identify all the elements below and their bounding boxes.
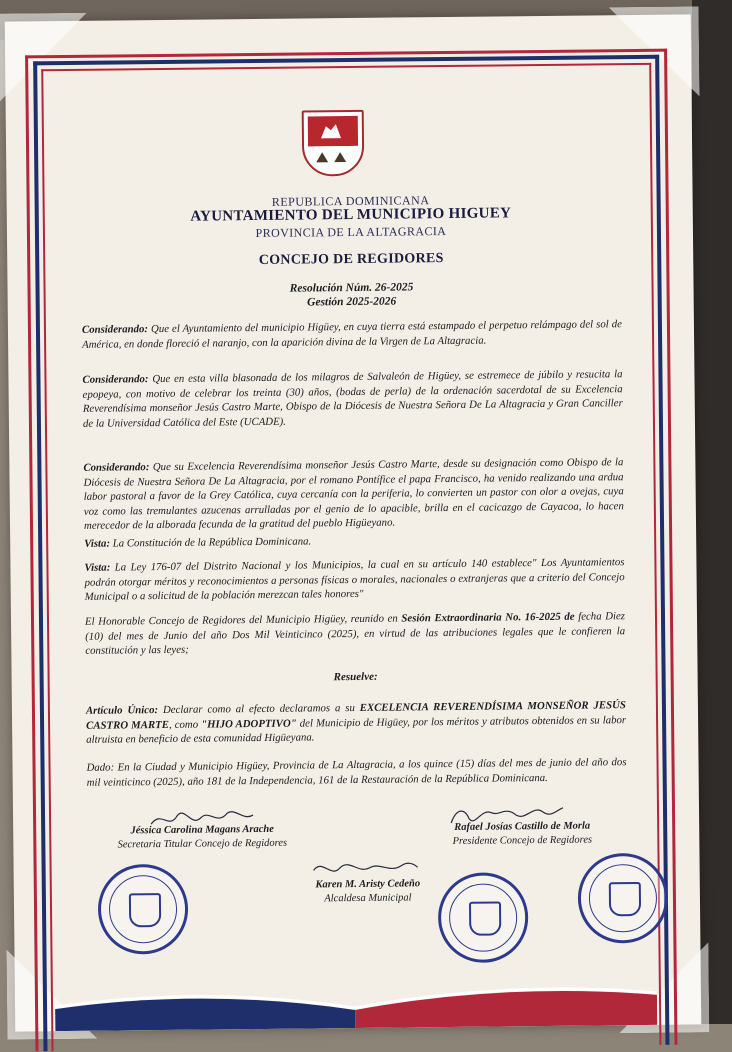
province-heading: PROVINCIA DE LA ALTAGRACIA <box>255 224 447 241</box>
signature-mayor: Karen M. Aristy Cedeño Alcaldesa Municipal <box>315 878 421 905</box>
articulo-unico: Artículo Único: Declarar como al efecto declaramos a su EXCELENCIA REVERENDÍSIMA MONSEÑOR JESÚS CASTRO MARTE, como "HIJO ADOPTIVO" del Municipio de Higüey, por los méritos y atributos obtenidos en su labor altruista en beneficio de esta comunidad Higüeyana. <box>85 699 627 746</box>
considerando-1: Considerando: Que el Ayuntamiento del municipio Higüey, en cuya tierra está estampado el perpetuo relámpago del sol de América, en donde floreció el naranjo, con la aparición divina de la Virgen de La Altagracia. <box>81 318 622 351</box>
signature-secretary: Jéssica Carolina Magans Arache Secretaria Titular Concejo de Regidores <box>117 823 288 851</box>
vista-2: Vista: La Ley 176-07 del Distrito Nacional y los Municipios, la cual en su artículo 140 establece" Los Ayuntamientos podrán otorgar méritos y reconocimientos a personas físicas o morales, nacionales o extranjeras que a criterio del Concejo Municipal o a solicitud de la población merezcan tales honores" <box>84 556 625 604</box>
council-seal-icon <box>98 864 189 955</box>
resuelve-heading: Resuelve: <box>333 670 378 684</box>
signature-president: Rafael Josías Castillo de Morla Presidente Concejo de Regidores <box>452 820 593 847</box>
session-paragraph: El Honorable Concejo de Regidores del Municipio Higüey, reunido en Sesión Extraordinaria No. 16-2025 de fecha Diez (10) del mes de Junio del año Dos Mil Veinticinco (2025), en virtud de las atribuciones legales que le confieren la constitución y las leyes; <box>84 610 626 657</box>
municipal-crest-icon <box>302 110 365 177</box>
mayoralty-seal-icon <box>438 872 529 963</box>
council-heading: CONCEJO DE REGIDORES <box>258 251 444 268</box>
considerando-3: Considerando: Que su Excelencia Reverendísima monseñor Jesús Castro Marte, desde su designación como Obispo de la Diócesis de Nuestra Señora De La Altagracia, por el romano Pontífice el papa Francisco, ha venido realizando una ardua labor pastoral a favor de la Grey Católica, cuya cercanía con la periferia, lo convierten un pastor con olor a ovejas, cuya voz como las tremulantes azucenas arrulladas por el genio de lo apacible, brilla en el cacicazgo de Cayacoa, lo hacen merecedor de la alborada fecunda de la gratitud del pueblo Higüeyano. <box>83 456 624 533</box>
certificate-sheet <box>5 14 702 1031</box>
considerando-2: Considerando: Que en esta villa blasonada de los milagros de Salvaleón de Higüey, se estremece de júbilo y resucita la epopeya, con motivo de celebrar los treinta (30) años, (bodas de perla) de la ordenación sacerdotal de su Excelencia Reverendísima monseñor Jesús Castro Marte, Obispo de la Diócesis de Nuestra Señora De La Altagracia y Gran Canciller de la Universidad Católica del Este (UCADE). <box>82 368 623 430</box>
ayuntamiento-heading: AYUNTAMIENTO DEL MUNICIPIO HIGUEY <box>190 205 512 225</box>
republic-heading: REPUBLICA DOMINICANA <box>271 193 430 209</box>
dado-paragraph: Dado: En la Ciudad y Municipio Higüey, Provincia de La Altagracia, a los quince (15) días del mes de junio del año dos mil veinticinco (2025), año 181 de la Independencia, 161 de la Restauración de la República Dominicana. <box>86 756 627 789</box>
gestion-period: Gestión 2025-2026 <box>307 295 397 309</box>
vista-1: Vista: La Constitución de la República Dominicana. <box>84 535 312 550</box>
council-seal-icon <box>577 853 668 944</box>
resolution-number: Resolución Núm. 26-2025 <box>289 281 414 295</box>
flag-ribbon <box>55 973 658 1031</box>
